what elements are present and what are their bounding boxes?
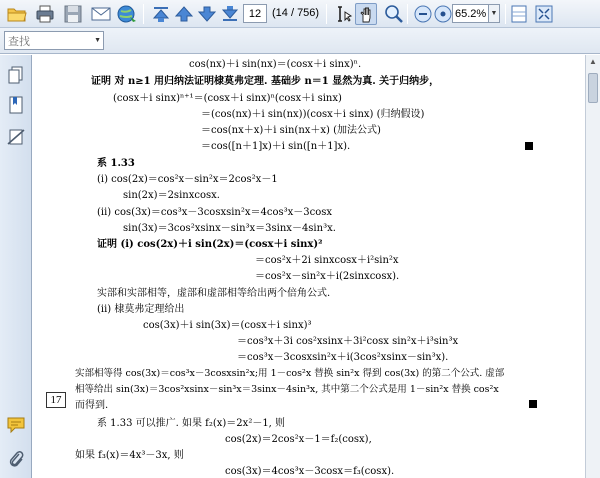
text-line: ＝cos([n＋1]x)＋i sin([n＋1]x). <box>201 141 351 152</box>
zoom-level-input[interactable] <box>452 4 488 23</box>
open-folder-icon[interactable] <box>6 3 28 25</box>
print-icon[interactable] <box>34 3 56 25</box>
text-line: sin(2x)＝2sinxcosx. <box>123 190 220 201</box>
email-icon[interactable] <box>90 3 112 25</box>
qed-square <box>525 142 533 150</box>
bookmarks-icon[interactable] <box>6 95 26 115</box>
attachments-icon[interactable] <box>6 449 26 469</box>
comments-icon[interactable] <box>6 415 26 435</box>
last-page-icon[interactable] <box>219 3 241 25</box>
zoom-dropdown-button[interactable]: ▼ <box>488 4 500 23</box>
document-page <box>33 55 585 478</box>
text-line: ＝cos³x－3cosxsin²x＋i(3cos²xsinx－sin³x). <box>237 352 449 363</box>
zoom-tool-icon[interactable] <box>383 3 405 25</box>
text-line: (ⅰ) cos(2x)＝cos²x－sin²x＝2cos²x－1 <box>97 174 278 185</box>
next-page-icon[interactable] <box>196 3 218 25</box>
text-line: cos(3x)＋i sin(3x)＝(cosx＋i sinx)³ <box>143 320 312 331</box>
text-line: 系 1.33 可以推广. 如果 f₂(x)＝2x²－1, 则 <box>97 418 286 429</box>
vertical-scrollbar[interactable] <box>585 55 600 478</box>
page-number-input[interactable] <box>243 4 267 23</box>
main-toolbar <box>0 0 600 28</box>
left-navigation-pane <box>0 55 32 478</box>
internet-icon[interactable] <box>116 3 138 25</box>
text-line: cos(nx)＋i sin(nx)＝(cosx＋i sinx)ⁿ. <box>189 59 362 70</box>
pages-icon[interactable] <box>6 65 26 85</box>
first-page-icon[interactable] <box>150 3 172 25</box>
previous-page-icon[interactable] <box>173 3 195 25</box>
fit-page-icon[interactable] <box>508 3 530 25</box>
text-line: ＝(cos(nx)＋i sin(nx))(cosx＋i sinx) (归纳假设) <box>201 109 425 120</box>
links-icon[interactable] <box>6 127 26 147</box>
fullscreen-icon[interactable] <box>533 3 555 25</box>
text-line: ＝cos³x＋3i cos²xsinx＋3i²cosx sin²x＋i³sin³x <box>237 336 459 347</box>
search-dropdown-icon[interactable]: ▼ <box>94 37 101 44</box>
search-field[interactable] <box>4 31 104 50</box>
text-line: (ⅱ) 棣莫弗定理给出 <box>97 304 185 315</box>
text-line: cos(2x)＝2cos²x－1＝f₂(cosx), <box>225 434 372 445</box>
zoom-out-icon[interactable] <box>412 3 434 25</box>
text-select-icon[interactable] <box>332 3 354 25</box>
hand-tool-icon[interactable] <box>355 3 377 25</box>
text-line: 而得到. <box>75 400 109 411</box>
text-line: 实部相等得 cos(3x)＝cos³x－3cosxsin²x;用 1－cos²x 替换 sin²x 得到 cos(3x) 的第二个公式. 虚部 <box>75 368 505 379</box>
page-count-label: (14 / 756) <box>272 7 320 19</box>
text-line: 系 1.33 <box>97 158 135 169</box>
text-line: (ⅱ) cos(3x)＝cos³x－3cosxsin²x＝4cos³x－3cosx <box>97 207 333 218</box>
text-line: 证明 对 n≥1 用归纳法证明棣莫弗定理. 基础步 n＝1 显然为真. 关于归纳步， <box>91 76 440 87</box>
page-number-label: 17 <box>46 392 66 408</box>
text-line: 实部和实部相等，虚部和虚部相等给出两个倍角公式. <box>97 288 331 299</box>
qed-square <box>529 400 537 408</box>
save-icon[interactable] <box>62 3 84 25</box>
text-line: sin(3x)＝3cos²xsinx－sin³x＝3sinx－4sin³x. <box>123 223 336 234</box>
scroll-up-arrow-icon[interactable]: ▲ <box>589 57 597 66</box>
zoom-in-icon[interactable] <box>432 3 454 25</box>
text-line: ＝cos(nx＋x)＋i sin(nx＋x) (加法公式) <box>201 125 381 136</box>
search-input[interactable] <box>5 33 91 50</box>
text-line: (cosx＋i sinx)ⁿ⁺¹＝(cosx＋i sinx)ⁿ(cosx＋i sinx) <box>113 93 342 104</box>
text-line: ＝cos²x－sin²x＋i(2sinxcosx). <box>255 271 400 282</box>
text-line: ＝cos²x＋2i sinxcosx＋i²sin²x <box>255 255 399 266</box>
text-line: 证明 (ⅰ) cos(2x)＋i sin(2x)＝(cosx＋i sinx)² <box>97 239 323 250</box>
text-line: cos(3x)＝4cos³x－3cosx＝f₃(cosx). <box>225 466 395 477</box>
text-line: 相等给出 sin(3x)＝3cos²xsinx－sin³x＝3sinx－4sin³x, 其中第二个公式是用 1－sin²x 替换 cos²x <box>75 384 499 395</box>
text-line: 如果 f₃(x)＝4x³－3x, 则 <box>75 450 184 461</box>
search-bar <box>0 28 600 54</box>
scrollbar-thumb[interactable] <box>588 73 598 103</box>
